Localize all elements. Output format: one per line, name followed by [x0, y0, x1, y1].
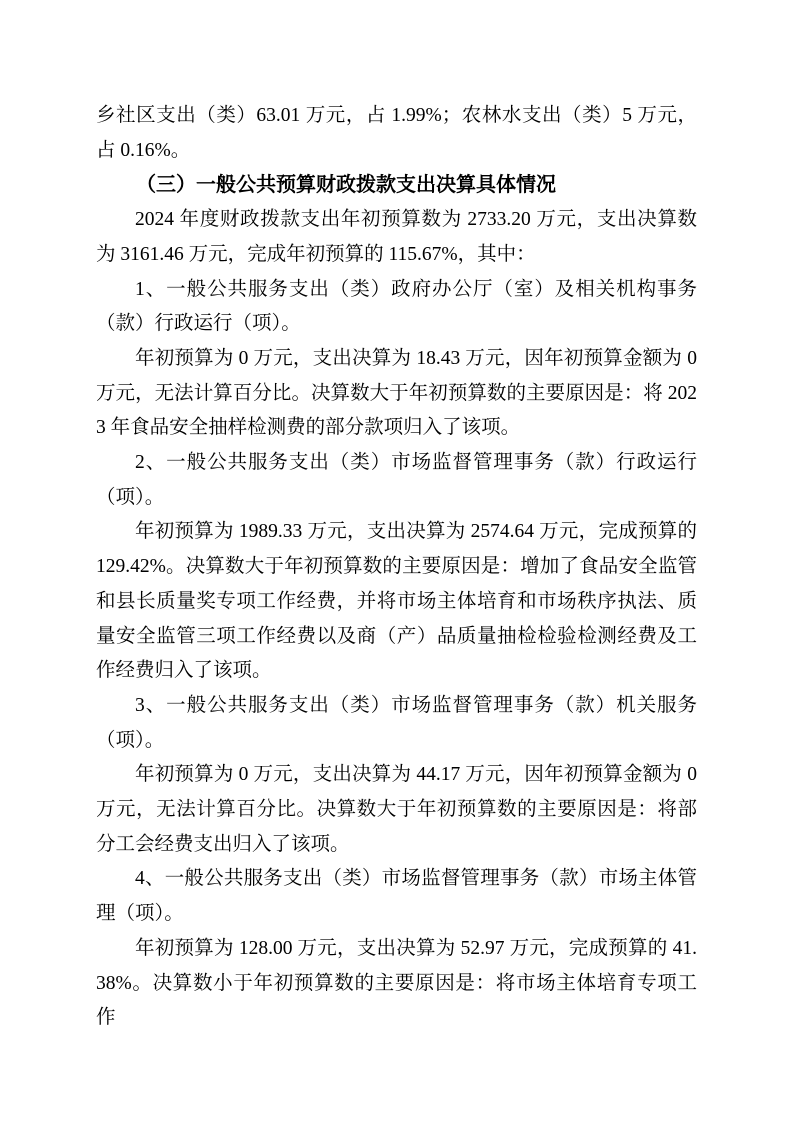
paragraph-item-1-detail: 年初预算为 0 万元，支出决算为 18.43 万元，因年初预算金额为 0 万元，无法计算百分比。决算数大于年初预算数的主要原因是：将 2023 年食品安全抽样检测费的部分款项归入了该项。	[96, 347, 697, 439]
paragraph-item-3-title: 3、一般公共服务支出（类）市场监督管理事务（款）机关服务（项）。	[96, 694, 697, 751]
paragraph-item-2-title: 2、一般公共服务支出（类）市场监督管理事务（款）行政运行（项）。	[96, 452, 697, 508]
paragraph-item-4-detail: 年初预算为 128.00 万元，支出决算为 52.97 万元，完成预算的 41.38%。决算数小于年初预算数的主要原因是：将市场主体培育专项工作	[96, 937, 697, 1029]
paragraph-previous-overflow: 乡社区支出（类）63.01 万元，占 1.99%；农林水支出（类）5 万元，占 0.16%。	[96, 105, 697, 161]
paragraph-item-3-detail: 年初预算为 0 万元，支出决算为 44.17 万元，因年初预算金额为 0 万元，无法计算百分比。决算数大于年初预算数的主要原因是：将部分工会经费支出归入了该项。	[96, 764, 697, 855]
section-heading: （三）一般公共预算财政拨款支出决算具体情况	[136, 174, 556, 197]
paragraph-item-1-title: 1、一般公共服务支出（类）政府办公厅（室）及相关机构事务（款）行政运行（项）。	[96, 278, 697, 335]
paragraph-item-4-title: 4、一般公共服务支出（类）市场监督管理事务（款）市场主体管理（项）。	[96, 868, 697, 925]
paragraph-budget-summary: 2024 年度财政拨款支出年初预算数为 2733.20 万元，支出决算数为 3161.46 万元，完成年初预算的 115.67%，其中：	[96, 209, 697, 265]
paragraph-item-2-detail: 年初预算为 1989.33 万元，支出决算为 2574.64 万元，完成预算的 129.42%。决算数大于年初预算数的主要原因是：增加了食品安全监管和县长质量奖专项工作经费，并将市场主体培育和市场秩序执法、质量安全监管三项工作经费以及商（产）品质量抽检检验检测经费及工作经费归入了该项。	[96, 521, 697, 682]
document-text-block	[96, 99, 697, 1036]
